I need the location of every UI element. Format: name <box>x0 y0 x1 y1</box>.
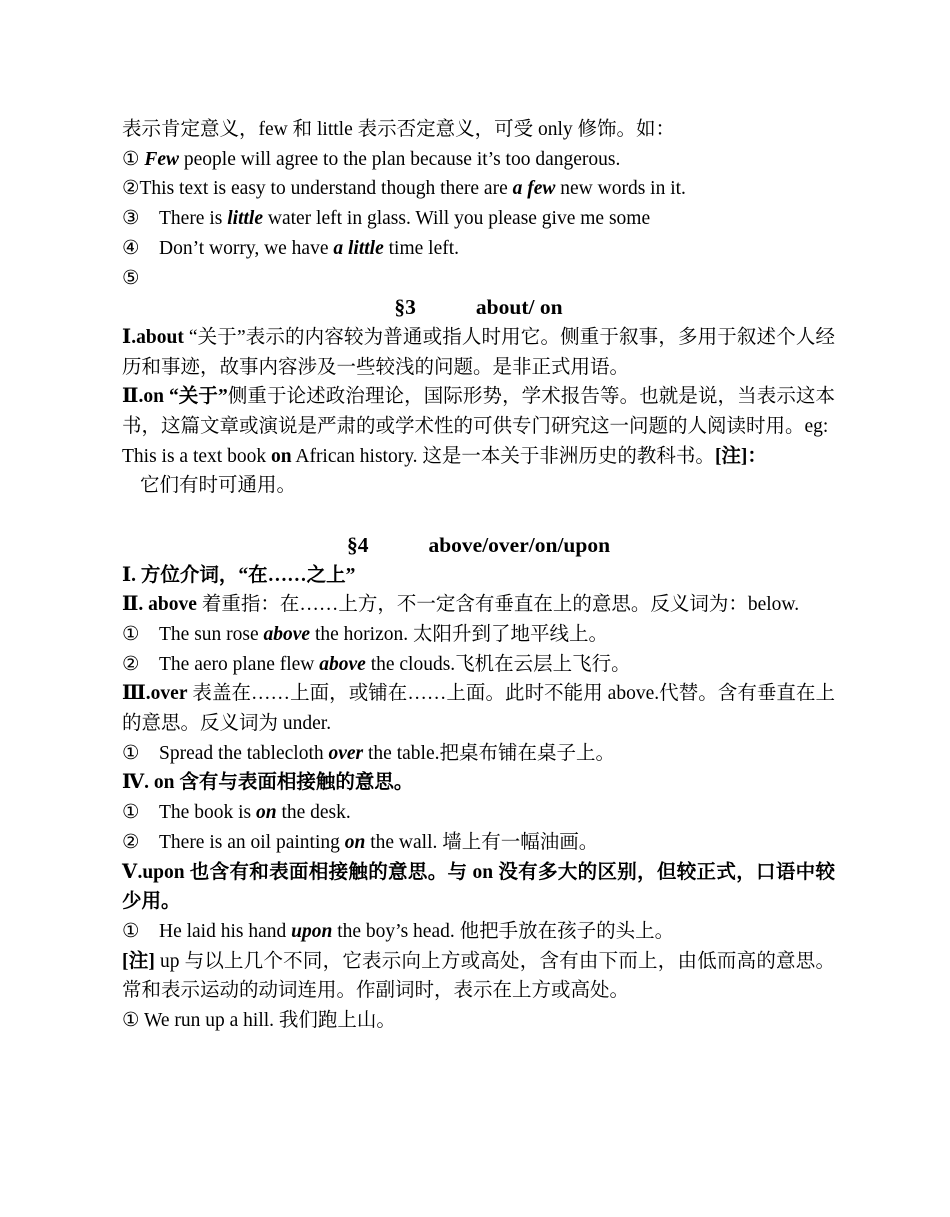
term-label: Ⅰ.about <box>122 326 184 348</box>
paragraph-upon <box>122 858 835 917</box>
term-label: Ⅱ.on “关于” <box>122 386 228 408</box>
example-text-post: people will agree to the plan because it’s too dangerous. <box>179 148 621 170</box>
term-label: Ⅲ.over <box>122 683 188 705</box>
example-keyword: on <box>255 802 277 824</box>
example-keyword: Few <box>144 148 180 170</box>
example-text-pre: He laid his hand <box>159 920 292 942</box>
note-label: [注]： <box>714 445 767 467</box>
example-on-1 <box>122 798 835 828</box>
paragraph-text: 侧重于论述政治理论，国际形势，学术报告等。也就是说，当表示这本书，这篇文章或演说是严肃的或学术性的可供专门研究这一问题的人阅读时用。eg: <box>122 386 835 438</box>
example-text-post: water left in glass. Will you please give me some <box>262 208 651 230</box>
example-keyword: little <box>227 208 263 230</box>
paragraph-text: “关于”表示的内容较为普通或指人时用它。侧重于叙事，多用于叙述个人经历和事迹，故事内容涉及一些较浅的问题。是非正式用语。 <box>122 326 835 378</box>
paragraph-over <box>122 679 835 738</box>
example-number: ① <box>122 1010 140 1032</box>
example-keyword: over <box>328 742 364 764</box>
section-number: §4 <box>346 532 369 557</box>
example-text-post: the desk. <box>276 802 351 824</box>
paragraph-intro: 表示肯定意义，few 和 little 表示否定意义，可受 only 修饰。如： <box>122 119 676 140</box>
example-keyword: above <box>263 623 311 645</box>
example-text-post: time left. <box>383 237 460 259</box>
example-text-pre: There is an oil painting <box>159 831 345 853</box>
document-page <box>122 115 835 1036</box>
example-2 <box>122 174 835 204</box>
paragraph-text: 着重指：在……上方，不一定含有垂直在上的意思。反义词为：below. <box>196 594 800 616</box>
paragraph-on <box>122 382 835 441</box>
example-up-1 <box>122 1006 835 1036</box>
example-number: ② <box>122 653 140 675</box>
example-text-pre: Spread the tablecloth <box>159 742 329 764</box>
example-4 <box>122 234 835 264</box>
section-title: above/over/on/upon <box>428 532 611 557</box>
example-1 <box>122 145 835 175</box>
example-text-post: African history. 这是一本关于非洲历史的教科书。 <box>291 445 715 467</box>
paragraph-above <box>122 590 835 620</box>
example-text-pre: There is <box>159 208 228 230</box>
example-5 <box>122 264 835 294</box>
section-heading-3 <box>122 293 835 323</box>
example-number: ⑤ <box>122 267 140 289</box>
example-number: ① <box>122 920 140 942</box>
paragraph-on-contact <box>122 768 835 798</box>
example-upon-1 <box>122 917 835 947</box>
note-text: 它们有时可通用。 <box>140 475 297 497</box>
example-text-post: the wall. 墙上有一幅油画。 <box>365 831 599 853</box>
example-text-pre: The aero plane flew <box>159 653 320 675</box>
paragraph-text: Ⅰ. 方位介词，“在……之上” <box>122 564 356 586</box>
example-text-post: new words in it. <box>555 178 686 200</box>
example-number: ① <box>122 742 140 764</box>
example-number: ② <box>122 178 140 200</box>
paragraph-text: 表盖在……上面，或铺在……上面。此时不能用 above.代替。含有垂直在上的意思。反义词为 under. <box>122 683 836 735</box>
paragraph-text: Ⅴ.upon 也含有和表面相接触的意思。与 on 没有多大的区别，但较正式，口语中较少用。 <box>122 861 835 913</box>
term-label: Ⅱ. above <box>122 594 197 616</box>
example-above-1 <box>122 620 835 650</box>
example-text-post: the table.把桌布铺在桌子上。 <box>363 742 615 764</box>
example-text-post: the horizon. 太阳升到了地平线上。 <box>310 623 608 645</box>
example-number: ① <box>122 802 140 824</box>
section-number: §3 <box>394 295 416 320</box>
example-number: ③ <box>122 208 140 230</box>
example-keyword: upon <box>291 920 333 942</box>
paragraph-up-note <box>122 947 835 1006</box>
example-3 <box>122 204 835 234</box>
example-over-1 <box>122 739 835 769</box>
section-heading-4 <box>122 531 835 561</box>
example-text-post: the clouds.飞机在云层上飞行。 <box>365 653 631 675</box>
example-on <box>122 442 835 472</box>
example-text-pre: The book is <box>159 802 256 824</box>
section-title: about/ on <box>475 295 563 320</box>
paragraph-text: up 与以上几个不同，它表示向上方或高处，含有由下而上，由低而高的意思。常和表示运动的动词连用。作副词时，表示在上方或高处。 <box>122 950 835 1002</box>
example-text-pre: This text is easy to understand though there are <box>139 178 513 200</box>
example-number: ① <box>122 623 140 645</box>
example-text-pre: Don’t worry, we have <box>159 237 334 259</box>
example-keyword: above <box>319 653 366 675</box>
blank-line <box>122 501 835 531</box>
example-text: We run up a hill. 我们跑上山。 <box>139 1010 396 1032</box>
example-text-pre: This is a text book <box>122 445 271 467</box>
example-text-post: the boy’s head. 他把手放在孩子的头上。 <box>332 920 675 942</box>
example-text-pre: The sun rose <box>159 623 264 645</box>
note-label: [注] <box>122 950 155 972</box>
paragraph-about <box>122 323 835 382</box>
example-above-2 <box>122 650 835 680</box>
paragraph-position-prepositions <box>122 561 835 591</box>
example-number: ① <box>122 148 140 170</box>
paragraph-text: Ⅳ. on 含有与表面相接触的意思。 <box>122 772 414 794</box>
example-keyword: on <box>344 831 366 853</box>
example-keyword: on <box>270 445 292 467</box>
example-number: ② <box>122 831 140 853</box>
example-keyword: a little <box>333 237 384 259</box>
example-keyword: a few <box>512 178 556 200</box>
example-number: ④ <box>122 237 140 259</box>
example-on-2 <box>122 828 835 858</box>
